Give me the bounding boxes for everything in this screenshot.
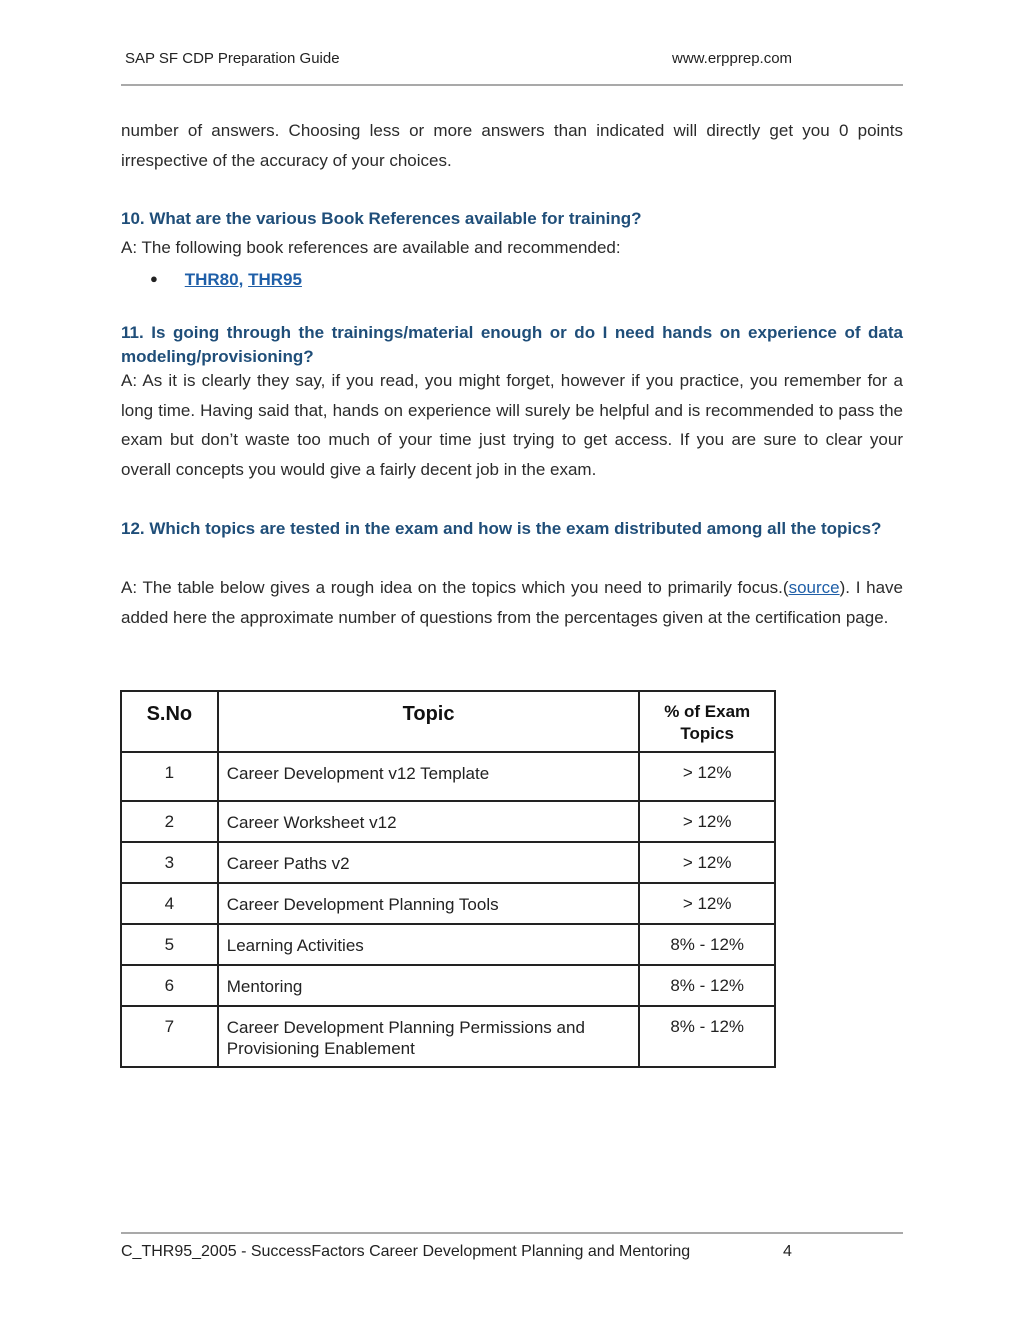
cell-pct: > 12% [639, 801, 775, 842]
cell-pct: 8% - 12% [639, 1006, 775, 1067]
question-10: 10. What are the various Book References available for training? [121, 209, 642, 228]
answer-10: A: The following book references are available and recommended: [121, 238, 621, 257]
cell-sno: 1 [121, 752, 218, 801]
answer-12 [121, 573, 903, 632]
question-11: 11. Is going through the trainings/material enough or do I need hands on experience of data modeling/provisioning? [121, 323, 903, 366]
page-number: 4 [783, 1243, 792, 1260]
page-header-url: www.erpprep.com [672, 50, 793, 67]
cell-topic: Career Development Planning Permissions and Provisioning Enablement [218, 1006, 640, 1067]
ref-link-thr95[interactable]: THR95 [248, 270, 302, 289]
header-divider [121, 84, 903, 86]
table-row [121, 883, 775, 924]
cell-sno: 7 [121, 1006, 218, 1067]
ref-separator: , [238, 270, 244, 289]
header-pct: % of Exam Topics [639, 691, 775, 752]
cell-topic: Learning Activities [218, 924, 640, 965]
footer-document-title: C_THR95_2005 - SuccessFactors Career Development Planning and Mentoring [121, 1243, 691, 1260]
cell-topic: Career Development Planning Tools [218, 883, 640, 924]
cell-pct: > 12% [639, 883, 775, 924]
cell-topic: Career Worksheet v12 [218, 801, 640, 842]
table-row [121, 752, 775, 801]
cell-sno: 2 [121, 801, 218, 842]
cell-sno: 6 [121, 965, 218, 1006]
answer-12-text-start: A: The table below gives a rough idea on the topics which you need to primarily focus.( [121, 578, 789, 597]
book-reference-list-item [150, 267, 302, 292]
bullet-icon: ● [150, 271, 158, 286]
intro-paragraph: number of answers. Choosing less or more answers than indicated will directly get you 0 points irrespective of the accuracy of your choices. [121, 121, 903, 170]
table-row [121, 965, 775, 1006]
answer-11: A: As it is clearly they say, if you read, you might forget, however if you practice, you remember for a long time. Having said that, hands on experience will surely be helpful and is recommended to pass the exam but don’t waste too much of your time just trying to get access. If you are sure to clear your overall concepts you would give a fairly decent job in the exam. [121, 371, 903, 479]
cell-sno: 4 [121, 883, 218, 924]
header-sno: S.No [121, 691, 218, 752]
page-header-title: SAP SF CDP Preparation Guide [125, 50, 340, 67]
table-row [121, 801, 775, 842]
table-row [121, 1006, 775, 1067]
table-header-row [121, 691, 775, 752]
ref-link-thr80[interactable]: THR80 [184, 270, 239, 289]
cell-pct: > 12% [639, 752, 775, 801]
exam-topics-table [120, 690, 776, 1068]
cell-pct: > 12% [639, 842, 775, 883]
source-link[interactable]: source [788, 578, 840, 597]
cell-pct: 8% - 12% [639, 924, 775, 965]
cell-topic: Career Paths v2 [218, 842, 640, 883]
table-row [121, 924, 775, 965]
table-row [121, 842, 775, 883]
header-topic: Topic [218, 691, 640, 752]
cell-sno: 3 [121, 842, 218, 883]
answer-12-text-end: ). I have added here the approximate number of questions from the percentages given at the certification page. [121, 578, 903, 627]
cell-pct: 8% - 12% [639, 965, 775, 1006]
question-12: 12. Which topics are tested in the exam and how is the exam distributed among all the topics? [121, 519, 882, 538]
cell-topic: Career Development v12 Template [218, 752, 640, 801]
cell-sno: 5 [121, 924, 218, 965]
cell-topic: Mentoring [218, 965, 640, 1006]
footer-divider [121, 1232, 903, 1234]
